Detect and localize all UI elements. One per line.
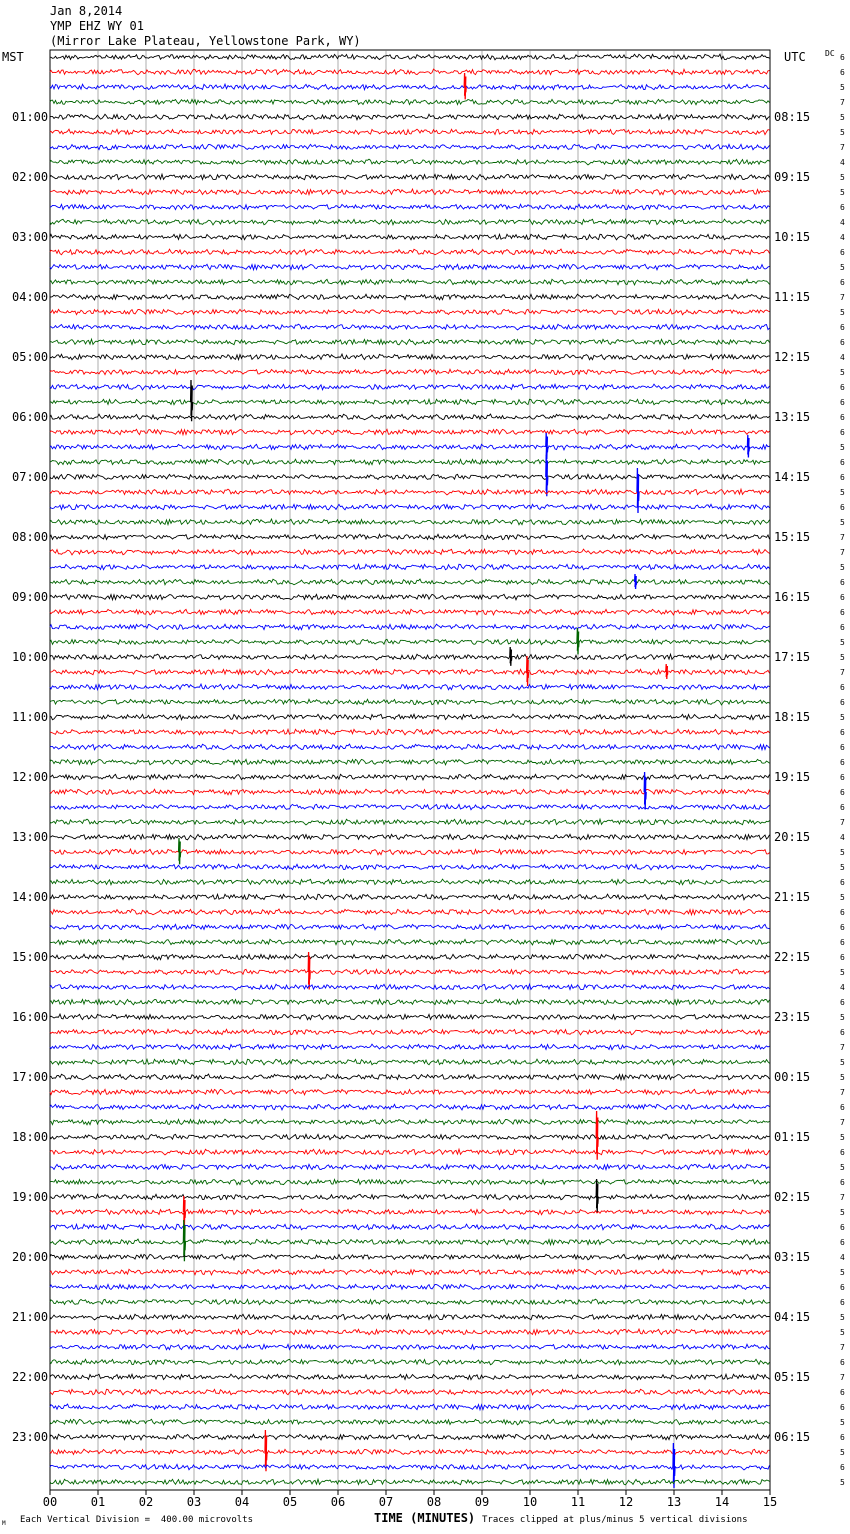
right-hour-label: 12:15 [774, 350, 811, 364]
trace-row [50, 714, 770, 720]
trace-row [50, 774, 770, 780]
row-value-label: 6 [840, 683, 845, 692]
trace-row [50, 939, 770, 945]
trace-row [50, 1044, 770, 1050]
trace-row [50, 1299, 770, 1305]
seismic-event-spike [637, 468, 639, 513]
x-tick-label: 02 [138, 1495, 154, 1509]
row-value-label: 6 [840, 53, 845, 62]
x-tick-label: 14 [714, 1495, 730, 1509]
row-value-label: 6 [840, 1223, 845, 1232]
row-value-label: 5 [840, 173, 845, 182]
trace-row [50, 1029, 770, 1035]
row-value-label: 6 [840, 623, 845, 632]
row-value-label: 5 [840, 308, 845, 317]
row-value-label: 6 [840, 1028, 845, 1037]
trace-row [50, 594, 770, 600]
right-hour-label: 16:15 [774, 590, 811, 604]
left-hour-label: 15:00 [12, 950, 49, 964]
header-date: Jan 8,2014 [50, 4, 123, 18]
seismic-event-spike [644, 772, 646, 810]
row-value-label: 5 [840, 563, 845, 572]
row-value-label: 6 [840, 1358, 845, 1367]
row-value-label: 5 [840, 1328, 845, 1337]
clip-note: Traces clipped at plus/minus 5 vertical divisions [482, 1515, 748, 1525]
row-value-label: 5 [840, 1448, 845, 1457]
row-value-label: 6 [840, 758, 845, 767]
trace-row [50, 879, 770, 885]
trace-row [50, 1089, 770, 1095]
row-value-label: 7 [840, 293, 845, 302]
row-value-label: 6 [840, 203, 845, 212]
x-tick-label: 01 [90, 1495, 106, 1509]
left-hour-label: 10:00 [12, 650, 49, 664]
row-value-label: 6 [840, 398, 845, 407]
left-hour-label: 07:00 [12, 470, 49, 484]
left-hour-label: 17:00 [12, 1070, 49, 1084]
trace-row [50, 684, 770, 690]
seismic-event-spike [596, 1179, 598, 1213]
trace-row [50, 1374, 770, 1380]
row-value-label: 5 [840, 263, 845, 272]
row-value-label: 6 [840, 1283, 845, 1292]
trace-row [50, 1314, 770, 1320]
row-value-label: 5 [840, 488, 845, 497]
row-value-label: 6 [840, 938, 845, 947]
trace-row [50, 1449, 770, 1454]
row-value-label: 6 [840, 923, 845, 932]
trace-row [50, 819, 770, 825]
trace-row [50, 279, 770, 285]
left-hour-label: 08:00 [12, 530, 49, 544]
trace-row [50, 1479, 770, 1485]
row-value-label: 7 [840, 98, 845, 107]
trace-row [50, 1209, 770, 1215]
row-value-label: 6 [840, 998, 845, 1007]
row-value-label: 6 [840, 788, 845, 797]
row-value-label: 7 [840, 1088, 845, 1097]
right-hour-label: 20:15 [774, 830, 811, 844]
right-hour-label: 09:15 [774, 170, 811, 184]
trace-row [50, 1059, 770, 1065]
trace-row [50, 99, 770, 104]
row-value-label: 5 [840, 518, 845, 527]
row-value-label: 4 [840, 353, 845, 362]
trace-row [50, 159, 770, 165]
row-value-label: 6 [840, 503, 845, 512]
x-tick-label: 03 [186, 1495, 202, 1509]
row-value-label: 4 [840, 833, 845, 842]
left-hour-label: 21:00 [12, 1310, 49, 1324]
row-value-label: 5 [840, 1478, 845, 1487]
row-value-label: 7 [840, 533, 845, 542]
row-value-label: 6 [840, 1298, 845, 1307]
row-value-label: 6 [840, 278, 845, 287]
row-value-label: 6 [840, 68, 845, 77]
trace-row [50, 1419, 770, 1425]
trace-row [50, 834, 770, 840]
row-value-label: 6 [840, 413, 845, 422]
trace-row [50, 1359, 770, 1365]
row-value-label: 5 [840, 1313, 845, 1322]
right-hour-label: 06:15 [774, 1430, 811, 1444]
left-hour-label: 04:00 [12, 290, 49, 304]
trace-row [50, 534, 770, 539]
x-tick-label: 15 [762, 1495, 778, 1509]
row-value-label: 4 [840, 1253, 845, 1262]
trace-row [50, 1434, 770, 1440]
trace-row [50, 1254, 770, 1260]
left-hour-label: 19:00 [12, 1190, 49, 1204]
row-value-label: 5 [840, 1163, 845, 1172]
trace-row [50, 219, 770, 225]
row-value-label: 6 [840, 953, 845, 962]
row-value-label: 6 [840, 1463, 845, 1472]
right-hour-label: 21:15 [774, 890, 811, 904]
left-hour-label: 23:00 [12, 1430, 49, 1444]
trace-row [50, 69, 770, 75]
trace-row [50, 1344, 770, 1349]
row-value-label: 6 [840, 773, 845, 782]
seismic-event-spike [464, 73, 466, 99]
left-hour-label: 13:00 [12, 830, 49, 844]
row-value-label: 6 [840, 728, 845, 737]
x-tick-label: 04 [234, 1495, 250, 1509]
trace-row [50, 1404, 770, 1410]
trace-row [50, 84, 770, 90]
seismic-event-spike [577, 628, 579, 654]
scale-note: Each Vertical Division = 400.00 microvolts [20, 1515, 253, 1525]
x-tick-label: 00 [42, 1495, 58, 1509]
row-value-label: 4 [840, 218, 845, 227]
trace-row [50, 459, 770, 465]
trace-row [50, 954, 770, 960]
trace-row [50, 1194, 770, 1200]
right-hour-label: 08:15 [774, 110, 811, 124]
row-value-label: 6 [840, 578, 845, 587]
x-tick-label: 09 [474, 1495, 490, 1509]
row-value-label: 5 [840, 638, 845, 647]
trace-row [50, 1284, 770, 1289]
left-hour-label: 03:00 [12, 230, 49, 244]
trace-row [50, 969, 770, 975]
trace-row [50, 204, 770, 209]
right-hour-label: 05:15 [774, 1370, 811, 1384]
row-value-label: 5 [840, 1133, 845, 1142]
trace-row [50, 864, 770, 870]
row-value-label: 6 [840, 908, 845, 917]
right-hour-label: 03:15 [774, 1250, 811, 1264]
row-value-label: 6 [840, 803, 845, 812]
row-value-label: 5 [840, 968, 845, 977]
trace-row [50, 909, 770, 915]
trace-row [50, 384, 770, 390]
row-value-label: 6 [840, 1178, 845, 1187]
trace-row [50, 129, 770, 134]
row-value-label: 5 [840, 848, 845, 857]
trace-row [50, 1104, 770, 1110]
seismic-event-spike [666, 664, 668, 679]
trace-row [50, 324, 770, 330]
trace-row [50, 804, 770, 809]
left-hour-label: 14:00 [12, 890, 49, 904]
seismic-event-spike [635, 574, 637, 589]
trace-row [50, 339, 770, 345]
row-value-label: 6 [840, 1103, 845, 1112]
trace-row [50, 414, 770, 420]
left-timezone-label: MST [2, 50, 24, 64]
left-hour-label: 22:00 [12, 1370, 49, 1384]
trace-row [50, 744, 770, 750]
trace-row [50, 1149, 770, 1155]
row-value-label: 6 [840, 698, 845, 707]
left-hour-label: 20:00 [12, 1250, 49, 1264]
left-hour-label: 18:00 [12, 1130, 49, 1144]
trace-row [50, 399, 770, 405]
trace-row [50, 1134, 770, 1140]
trace-row [50, 609, 770, 615]
row-value-label: 5 [840, 113, 845, 122]
row-value-label: 5 [840, 893, 845, 902]
trace-row [50, 444, 770, 450]
trace-row [50, 234, 770, 240]
row-value-label: 5 [840, 128, 845, 137]
left-hour-label: 09:00 [12, 590, 49, 604]
trace-row [50, 354, 770, 360]
row-value-label: 7 [840, 1343, 845, 1352]
trace-row [50, 639, 770, 644]
trace-row [50, 729, 770, 735]
trace-row [50, 849, 770, 855]
corner-mark: M [2, 1520, 6, 1527]
trace-row [50, 699, 770, 705]
trace-row [50, 624, 770, 630]
trace-row [50, 309, 770, 314]
trace-row [50, 1224, 770, 1230]
row-value-label: 7 [840, 668, 845, 677]
x-axis-label: TIME (MINUTES) [374, 1511, 476, 1525]
trace-row [50, 369, 770, 374]
x-tick-label: 13 [666, 1495, 682, 1509]
seismic-event-spike [546, 455, 548, 496]
trace-row [50, 564, 770, 570]
right-hour-label: 13:15 [774, 410, 811, 424]
left-hour-label: 05:00 [12, 350, 49, 364]
trace-row [50, 294, 770, 300]
right-hour-label: 22:15 [774, 950, 811, 964]
x-tick-label: 11 [570, 1495, 586, 1509]
right-hour-label: 15:15 [774, 530, 811, 544]
trace-row [50, 249, 770, 255]
row-value-label: 5 [840, 1058, 845, 1067]
trace-row [50, 669, 770, 675]
seismic-event-spike [179, 838, 181, 864]
seismic-event-spike [747, 435, 749, 458]
right-hour-label: 23:15 [774, 1010, 811, 1024]
row-value-label: 5 [840, 83, 845, 92]
trace-row [50, 1119, 770, 1125]
row-value-label: 6 [840, 1238, 845, 1247]
row-value-label: 7 [840, 818, 845, 827]
right-hour-label: 19:15 [774, 770, 811, 784]
trace-row [50, 1179, 770, 1184]
x-tick-label: 05 [282, 1495, 298, 1509]
row-value-label: 6 [840, 1433, 845, 1442]
trace-row [50, 1239, 770, 1245]
row-value-label: 6 [840, 1403, 845, 1412]
row-value-label: 6 [840, 593, 845, 602]
trace-row [50, 144, 770, 149]
row-value-label: 4 [840, 158, 845, 167]
trace-row [50, 489, 770, 495]
row-value-label: 6 [840, 608, 845, 617]
seismic-event-spike [527, 656, 529, 686]
row-value-label: 6 [840, 743, 845, 752]
right-hour-label: 18:15 [774, 710, 811, 724]
x-tick-label: 12 [618, 1495, 634, 1509]
row-value-label: 5 [840, 1418, 845, 1427]
right-hour-label: 01:15 [774, 1130, 811, 1144]
left-hour-label: 16:00 [12, 1010, 49, 1024]
row-value-label: 4 [840, 983, 845, 992]
seismic-event-spike [308, 952, 310, 990]
right-timezone-label: UTC [784, 50, 806, 64]
trace-row [50, 579, 770, 585]
header-station: YMP EHZ WY 01 [50, 19, 144, 33]
x-tick-label: 06 [330, 1495, 346, 1509]
trace-row [50, 984, 770, 990]
row-value-label: 7 [840, 143, 845, 152]
row-value-label: 5 [840, 863, 845, 872]
right-hour-label: 14:15 [774, 470, 811, 484]
seismic-event-spike [183, 1220, 185, 1261]
row-value-label: 6 [840, 878, 845, 887]
dc-label: DC [825, 49, 835, 58]
trace-row [50, 519, 770, 525]
trace-row [50, 429, 770, 435]
trace-row [50, 474, 770, 479]
row-value-label: 7 [840, 548, 845, 557]
x-tick-label: 08 [426, 1495, 442, 1509]
trace-row [50, 1464, 770, 1470]
row-value-label: 6 [840, 338, 845, 347]
left-hour-label: 06:00 [12, 410, 49, 424]
trace-row [50, 999, 770, 1005]
left-hour-label: 12:00 [12, 770, 49, 784]
trace-row [50, 504, 770, 510]
right-hour-label: 10:15 [774, 230, 811, 244]
trace-row [50, 54, 770, 60]
row-value-label: 5 [840, 368, 845, 377]
row-value-label: 6 [840, 383, 845, 392]
row-value-label: 7 [840, 1193, 845, 1202]
right-hour-label: 11:15 [774, 290, 811, 304]
row-value-label: 7 [840, 1118, 845, 1127]
trace-row [50, 1074, 770, 1080]
trace-row [50, 759, 770, 765]
row-value-label: 6 [840, 473, 845, 482]
row-value-label: 6 [840, 1388, 845, 1397]
row-value-label: 6 [840, 1148, 845, 1157]
trace-row [50, 1014, 770, 1020]
trace-row [50, 789, 770, 795]
row-value-label: 4 [840, 233, 845, 242]
right-hour-label: 17:15 [774, 650, 811, 664]
row-value-label: 6 [840, 248, 845, 257]
trace-row [50, 1389, 770, 1395]
row-value-label: 6 [840, 428, 845, 437]
trace-row [50, 654, 770, 660]
x-tick-label: 10 [522, 1495, 538, 1509]
left-hour-label: 11:00 [12, 710, 49, 724]
right-hour-label: 02:15 [774, 1190, 811, 1204]
trace-row [50, 189, 770, 195]
trace-row [50, 174, 770, 180]
row-value-label: 5 [840, 713, 845, 722]
row-value-label: 7 [840, 1373, 845, 1382]
row-value-label: 6 [840, 323, 845, 332]
seismic-event-spike [191, 380, 193, 421]
row-value-label: 5 [840, 1073, 845, 1082]
x-tick-label: 07 [378, 1495, 394, 1509]
row-value-label: 7 [840, 1043, 845, 1052]
left-hour-label: 01:00 [12, 110, 49, 124]
row-value-label: 5 [840, 443, 845, 452]
row-value-label: 5 [840, 1268, 845, 1277]
seismic-event-spike [510, 647, 512, 666]
trace-row [50, 549, 770, 555]
trace-row [50, 1269, 770, 1275]
header-location: (Mirror Lake Plateau, Yellowstone Park, WY) [50, 34, 361, 48]
right-hour-label: 04:15 [774, 1310, 811, 1324]
trace-row [50, 1164, 770, 1170]
row-value-label: 5 [840, 1208, 845, 1217]
row-value-label: 5 [840, 653, 845, 662]
row-value-label: 5 [840, 1013, 845, 1022]
trace-row [50, 924, 770, 930]
row-value-label: 5 [840, 188, 845, 197]
trace-row [50, 114, 770, 120]
right-hour-label: 00:15 [774, 1070, 811, 1084]
trace-row [50, 894, 770, 900]
left-hour-label: 02:00 [12, 170, 49, 184]
trace-row [50, 264, 770, 270]
trace-row [50, 1329, 770, 1335]
row-value-label: 6 [840, 458, 845, 467]
